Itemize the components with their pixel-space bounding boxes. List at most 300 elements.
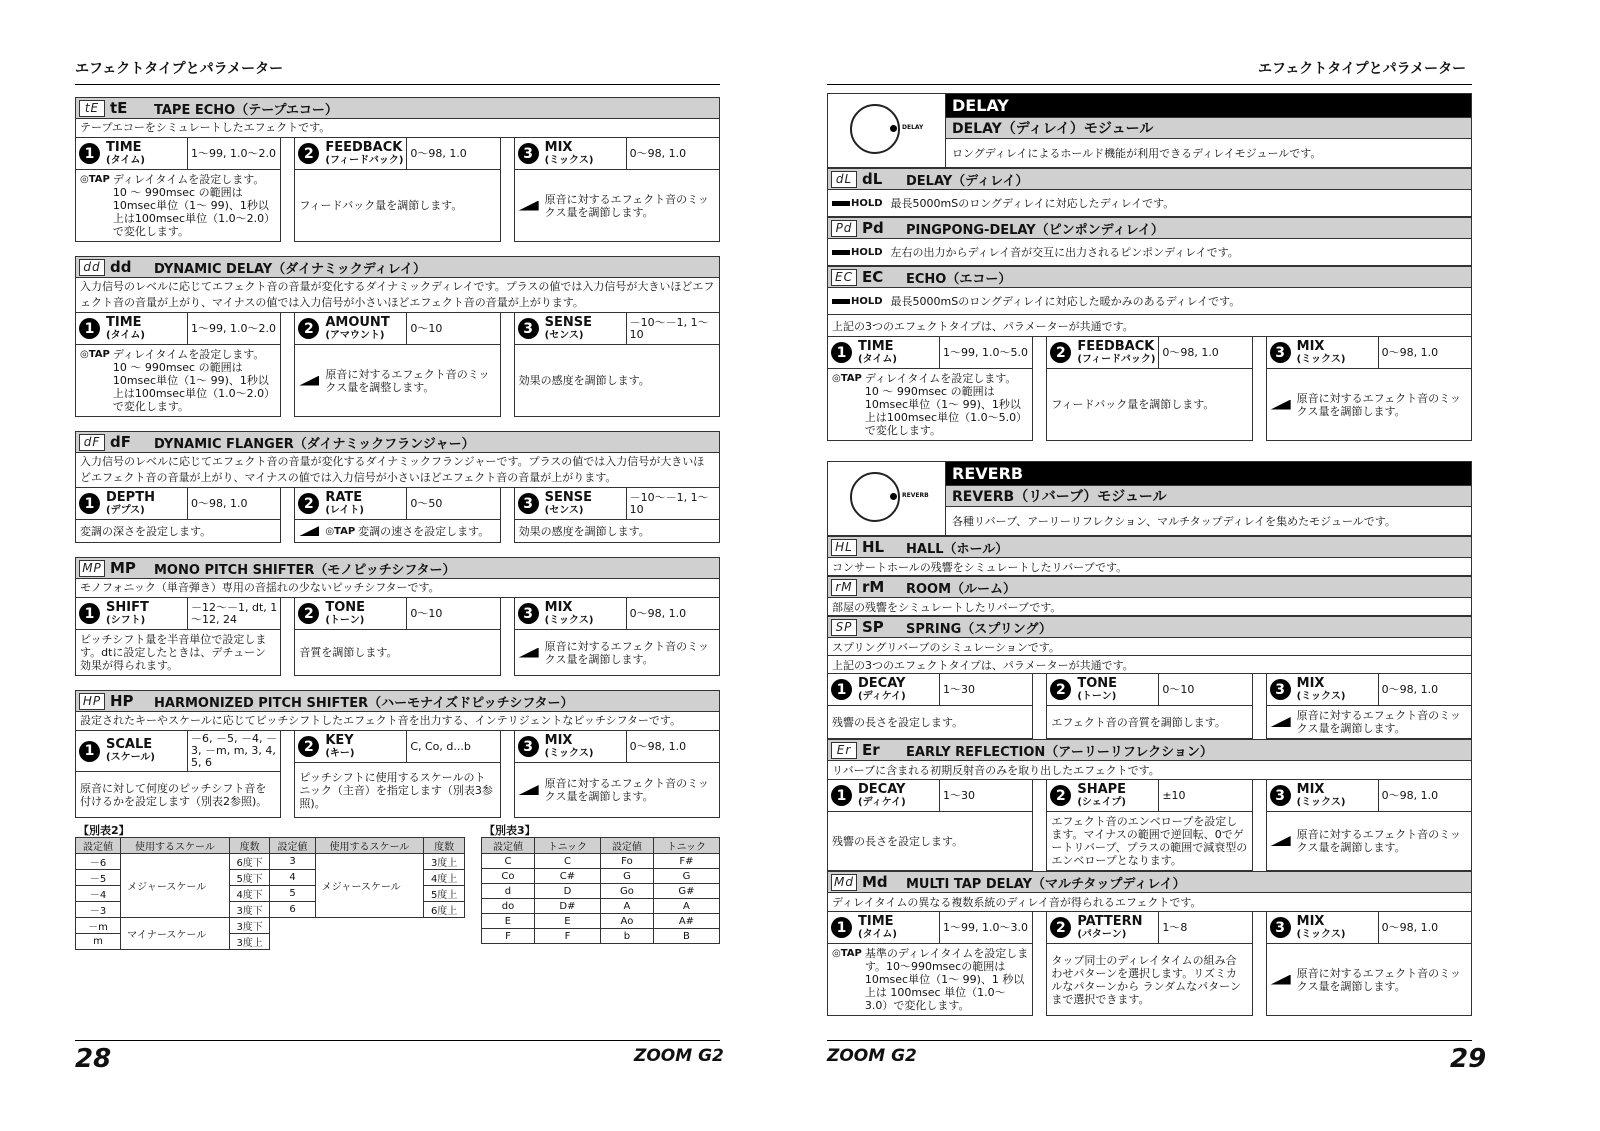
parameter-kana: (シフト)	[106, 614, 146, 626]
module-title: REVERB	[946, 462, 1471, 485]
parameter-header	[76, 731, 280, 772]
parameter-header	[515, 731, 719, 763]
parameter-label: FEEDBACK	[1077, 338, 1155, 354]
parameter-description-text: 残響の長さを設定します。	[832, 715, 964, 729]
table-header-cell: トニック	[653, 838, 719, 854]
module-titles	[946, 462, 1471, 535]
lcd-display-icon: tE	[79, 100, 105, 117]
parameter-name-cell	[1047, 780, 1159, 811]
table-cell: マイナースケール	[121, 918, 230, 950]
parameter-kana: (レイト)	[325, 504, 364, 516]
parameter-box	[1266, 674, 1472, 739]
parameter-label: SENSE	[544, 489, 593, 505]
parameter-name-cell	[76, 731, 188, 771]
table-header-cell: 設定値	[482, 838, 535, 854]
effect-type-band	[827, 266, 1472, 288]
parameter-range: 0～98, 1.0	[1381, 920, 1439, 934]
scale-table	[75, 837, 465, 950]
parameter-box	[514, 731, 720, 818]
parameter-header	[1047, 337, 1251, 369]
parameter-label: DECAY	[858, 675, 906, 691]
pedal-icon	[1271, 717, 1291, 727]
parameter-name	[1297, 340, 1346, 366]
parameter-name-cell	[1267, 674, 1379, 705]
table-cell: 5	[270, 886, 315, 902]
effect-type-band	[75, 97, 720, 119]
table-header-cell: 使用するスケール	[315, 838, 424, 854]
left-effects-column	[75, 97, 720, 832]
parameter-description-text: 変調の速さを設定します。	[358, 524, 490, 538]
parameter-description-text: 基準のディレイタイムを設定します。10～990msecの範囲は10msec単位（1～ 99)、1 秒以上は 100msec 単位（1.0～3.0）で変化します。	[864, 947, 1029, 1012]
table-row	[482, 929, 720, 944]
table3-caption: 【別表3】	[484, 824, 536, 837]
parameter-name	[106, 601, 149, 627]
number-circle-icon: 2	[1050, 679, 1071, 700]
parameter-name	[325, 491, 364, 517]
effect-description: モノフォニック（単音弾き）専用の音揺れの少ないピッチシフターです。	[75, 579, 720, 598]
parameter-grid	[827, 780, 1472, 871]
parameter-name-cell	[76, 598, 188, 629]
parameter-header	[1047, 780, 1251, 812]
parameter-name-cell	[1047, 337, 1159, 368]
parameter-name	[106, 316, 145, 342]
parameter-name	[1297, 677, 1346, 703]
section-spacer	[75, 543, 720, 557]
effect-name: ECHO（エコー）	[906, 271, 1012, 287]
parameter-range: 0～10	[1162, 682, 1195, 696]
table-row	[482, 884, 720, 899]
parameter-name	[545, 316, 592, 342]
section-spacer	[75, 676, 720, 690]
parameter-grid	[827, 912, 1472, 1016]
parameter-name-cell	[295, 731, 407, 762]
number-circle-icon: 1	[831, 917, 852, 938]
parameter-label: SENSE	[544, 314, 593, 330]
parameter-kana: (タイム)	[106, 154, 145, 166]
effect-description: リバーブに含まれる初期反射音のみを取り出したエフェクトです。	[827, 761, 1472, 780]
table-cell: メジャースケール	[121, 854, 230, 918]
parameter-kana: (ミックス)	[544, 614, 594, 626]
parameter-name-cell	[76, 138, 188, 169]
parameter-range: －6, －5, －4, －3, －m, m, 3, 4, 5, 6	[191, 732, 277, 769]
parameter-box	[1046, 912, 1252, 1016]
parameter-name-cell	[515, 488, 627, 519]
parameter-name	[325, 141, 403, 167]
lcd-display-icon: dd	[79, 259, 105, 276]
lcd-display-icon: EC	[831, 269, 857, 286]
parameter-kana: (フィードバック)	[1077, 353, 1156, 365]
parameter-label: TONE	[1077, 675, 1118, 691]
parameter-header	[295, 138, 499, 170]
parameter-name-cell	[295, 313, 407, 344]
table-cell: F	[534, 929, 600, 944]
number-circle-icon: 2	[298, 493, 319, 514]
number-circle-icon: 3	[518, 493, 539, 514]
parameter-label: TIME	[858, 338, 894, 354]
parameter-label: MIX	[544, 599, 573, 615]
parameter-description-text: タップ同士のディレイタイムの組み合わせパターンを選択します。リズミカルなパターンから ランダムなパターンまで選択できます。	[1051, 953, 1241, 1006]
table-cell: 3度下	[229, 902, 270, 918]
brand-right: ZOOM G2	[827, 1046, 917, 1066]
effect-description: 設定されたキーやスケールに応じてピッチシフトしたエフェクト音を出力する、インテリジェントなピッチシフターです。	[75, 712, 720, 731]
parameter-header	[295, 488, 499, 520]
parameter-range: －12～－1, dt, 1～12, 24	[191, 600, 278, 626]
knob-label: DELAY	[902, 124, 924, 131]
page-number-left: 28	[75, 1044, 112, 1074]
parameter-description	[295, 630, 499, 675]
effect-section	[75, 431, 720, 543]
parameter-name-cell	[295, 138, 407, 169]
effect-name: HARMONIZED PITCH SHIFTER（ハーモナイズドピッチシフター）	[154, 695, 574, 711]
effect-type-band	[827, 168, 1472, 190]
tap-icon: ◎TAP	[832, 373, 862, 384]
parameter-description-text: ピッチシフトに使用するスケールのトニック（主音）を指定します（別表3参照)。	[299, 770, 493, 810]
effect-name: SPRING（スプリング）	[906, 621, 1052, 637]
section-spacer	[75, 417, 720, 431]
knob-dot-icon	[890, 125, 897, 132]
header-rule-right	[827, 84, 1472, 85]
parameter-range: 1～99, 1.0～3.0	[943, 920, 1028, 934]
pedal-icon	[1271, 836, 1291, 846]
pedal-icon	[1271, 975, 1291, 985]
parameter-description	[1267, 944, 1471, 1015]
section-spacer	[75, 818, 720, 832]
parameter-box	[827, 780, 1033, 871]
table-cell: 4度下	[229, 886, 270, 902]
table-cell: C	[534, 854, 600, 869]
parameter-name	[858, 783, 906, 809]
parameter-header	[515, 488, 719, 520]
parameter-description-text: 原音に対するエフェクト音のミックス量を調整します。	[325, 367, 490, 394]
effect-code: tE	[110, 99, 128, 117]
parameter-label: MIX	[1296, 913, 1325, 929]
parameter-kana: (タイム)	[106, 329, 145, 341]
parameter-description	[1047, 369, 1251, 440]
parameter-description	[828, 812, 1032, 870]
table-row	[482, 869, 720, 884]
number-circle-icon: 2	[298, 736, 319, 757]
brand-left: ZOOM G2	[634, 1046, 724, 1066]
effect-name: HALL（ホール）	[906, 541, 1009, 557]
parameter-box	[827, 674, 1033, 739]
table-cell: B	[653, 929, 719, 944]
table-header-cell: 使用するスケール	[121, 838, 230, 854]
parameter-box	[514, 313, 720, 417]
parameter-grid	[827, 337, 1472, 441]
parameter-label: SHIFT	[106, 599, 149, 615]
parameter-name	[1077, 915, 1142, 941]
number-circle-icon: 3	[1270, 342, 1291, 363]
parameter-header	[295, 731, 499, 763]
hold-label: HOLD	[851, 197, 883, 209]
table-cell: Co	[482, 869, 535, 884]
parameter-description-text: 効果の感度を調節します。	[518, 374, 650, 387]
effect-description	[827, 288, 1472, 315]
table-cell: F	[482, 929, 535, 944]
parameter-kana: (ミックス)	[544, 747, 594, 759]
parameter-header	[828, 912, 1032, 944]
number-circle-icon: 3	[518, 736, 539, 757]
module-knob	[828, 462, 946, 535]
number-circle-icon: 1	[79, 493, 100, 514]
parameter-kana: (ディケイ)	[858, 690, 906, 702]
parameter-label: SCALE	[106, 737, 153, 752]
number-circle-icon: 3	[1270, 917, 1291, 938]
parameter-range: 0～98, 1.0	[1162, 345, 1219, 359]
parameter-description-text: ディレイタイムを設定します。10 ～ 990msec の範囲は10msec単位（1～ 99)、1秒以上は100msec単位（1.0～2.0）で変化します。	[112, 173, 276, 238]
number-circle-icon: 1	[79, 741, 100, 762]
parameter-kana: (センス)	[544, 329, 584, 341]
parameter-kana: (センス)	[544, 504, 584, 516]
effect-description: 入力信号のレベルに応じてエフェクト音の音量が変化するダイナミックフランジャーです。プラスの値では入力信号が大きいほどエフェクト音の音量が上がり、マイナスの値では入力信号が小さいほどエフェクト音の音量が上がります。	[75, 453, 720, 488]
parameter-header	[1047, 912, 1251, 944]
parameter-description	[828, 369, 1032, 440]
number-circle-icon: 1	[79, 318, 100, 339]
parameter-name-cell	[515, 313, 627, 344]
parameter-name	[545, 601, 594, 627]
parameter-label: MIX	[1296, 338, 1325, 354]
table-cell: A#	[653, 914, 719, 929]
parameter-description-text: 効果の感度を調節します。	[518, 524, 650, 538]
parameter-label: TONE	[325, 599, 366, 615]
effect-type-band	[827, 536, 1472, 558]
parameter-description	[1267, 706, 1471, 738]
effect-name: ROOM（ルーム）	[906, 581, 1017, 597]
lcd-display-icon: HP	[79, 693, 105, 710]
parameter-description	[828, 706, 1032, 738]
table-header-row	[482, 838, 720, 854]
effect-code: dL	[862, 170, 883, 188]
footer-rule-left	[75, 1040, 720, 1041]
parameter-description-text: ディレイタイムを設定します。10 ～ 990msec の範囲は10msec単位（1～ 99)、1秒以上は100msec単位（1.0～2.0）で変化します。	[112, 348, 276, 413]
parameter-name	[106, 738, 155, 764]
parameter-box	[1266, 337, 1472, 441]
parameter-name-cell	[1267, 337, 1379, 368]
effect-description	[827, 190, 1472, 217]
hold-bar-icon	[832, 201, 850, 206]
table-row	[76, 854, 465, 870]
effect-name: PINGPONG-DELAY（ピンポンディレイ）	[906, 222, 1164, 238]
right-modules-column	[827, 93, 1472, 1016]
effect-code: Md	[862, 873, 888, 891]
effect-code: MP	[110, 559, 136, 577]
parameter-header	[515, 598, 719, 630]
parameter-name	[858, 340, 897, 366]
parameter-description	[1047, 812, 1251, 870]
tap-icon: ◎TAP	[80, 349, 110, 360]
parameter-description-text: ピッチシフト量を半音単位で設定します。dtに設定したときは、デチューン効果が得られます。	[80, 633, 267, 672]
parameter-range: 1～99, 1.0～2.0	[191, 321, 276, 335]
parameter-description	[76, 345, 280, 416]
parameter-description	[295, 763, 499, 817]
parameter-description	[1047, 706, 1251, 738]
effect-type-band	[75, 690, 720, 712]
parameter-label: MIX	[1296, 781, 1325, 797]
table-cell: 5度上	[424, 886, 465, 902]
parameter-name-cell	[515, 598, 627, 629]
table-cell: Go	[600, 884, 653, 899]
number-circle-icon: 2	[1050, 785, 1071, 806]
header-title-right: エフェクトタイプとパラメーター	[1258, 61, 1467, 77]
parameter-description	[515, 345, 719, 416]
effect-code: dF	[110, 433, 131, 451]
table-cell: 6	[270, 902, 315, 918]
parameter-range: 0～98, 1.0	[410, 146, 467, 160]
parameter-name-cell	[295, 598, 407, 629]
parameter-grid	[75, 598, 720, 676]
pedal-icon	[519, 648, 539, 658]
effect-description: ディレイタイムの異なる複数系統のディレイ音が得られるエフェクトです。	[827, 893, 1472, 912]
module-header	[827, 93, 1472, 168]
parameter-label: TIME	[106, 139, 142, 155]
table-header-cell: トニック	[534, 838, 600, 854]
effect-type-band	[827, 616, 1472, 638]
pedal-icon	[299, 526, 319, 536]
parameter-grid	[75, 313, 720, 417]
parameter-name	[545, 734, 594, 760]
parameter-range: －10～－1, 1～10	[629, 490, 709, 516]
parameter-header	[828, 780, 1032, 812]
section-spacer	[75, 242, 720, 256]
hold-bar-icon	[832, 250, 850, 255]
parameter-name-cell	[76, 313, 188, 344]
pedal-icon	[299, 376, 319, 386]
parameter-description-text: 原音に対するエフェクト音のミックス量を調節します。	[1296, 966, 1461, 993]
parameter-kana: (スケール)	[106, 752, 155, 763]
effect-name: MULTI TAP DELAY（マルチタップディレイ）	[906, 876, 1186, 892]
pedal-icon	[519, 201, 539, 211]
parameter-name-cell	[1267, 780, 1379, 811]
parameter-range: 1～99, 1.0～2.0	[191, 146, 276, 160]
parameter-header	[828, 337, 1032, 369]
parameter-kana: (フィードバック)	[325, 154, 404, 166]
effect-type-band	[75, 557, 720, 579]
parameter-box	[75, 488, 281, 543]
number-circle-icon: 3	[518, 603, 539, 624]
number-circle-icon: 3	[518, 318, 539, 339]
table-cell: E	[482, 914, 535, 929]
parameter-description-text: ディレイタイムを設定します。10 ～ 990msec の範囲は10msec単位（1～ 99)、1秒以上は100msec単位（1.0～5.0）で変化します。	[864, 372, 1028, 437]
parameter-description-text: 変調の深さを設定します。	[80, 524, 212, 538]
module-description: ロングディレイによるホールド機能が利用できるディレイモジュールです。	[952, 147, 1322, 160]
effect-type-band	[827, 739, 1472, 761]
effect-description: 入力信号のレベルに応じてエフェクト音の音量が変化するダイナミックディレイです。プラスの値では入力信号が大きいほどエフェクト音の音量が上がり、マイナスの値では入力信号が小さいほどエフェクト音の音量が上がります。	[75, 278, 720, 313]
table-cell: C#	[534, 869, 600, 884]
table-row	[482, 899, 720, 914]
parameter-kana: (トーン)	[1077, 690, 1117, 702]
parameter-label: DECAY	[858, 781, 906, 797]
parameter-range: 0～98, 1.0	[1381, 345, 1439, 359]
parameter-header	[1267, 780, 1471, 812]
table-cell: －4	[76, 886, 121, 902]
effect-section	[75, 97, 720, 242]
parameter-description-text: フィードバック量を調節します。	[1051, 398, 1215, 411]
parameter-description	[515, 170, 719, 241]
parameter-name	[545, 491, 592, 517]
table-cell: E	[534, 914, 600, 929]
table-cell: 3度上	[229, 934, 270, 950]
lcd-display-icon: dF	[79, 434, 105, 451]
number-circle-icon: 3	[518, 143, 539, 164]
pedal-icon	[519, 785, 539, 795]
parameter-label: MIX	[544, 139, 573, 155]
common-parameter-note: 上記の3つのエフェクトタイプは、パラメーターが共通です。	[827, 315, 1472, 337]
parameter-description	[828, 944, 1032, 1015]
table-cell: d	[482, 884, 535, 899]
parameter-header	[76, 598, 280, 630]
module-header	[827, 461, 1472, 536]
parameter-description	[295, 345, 499, 416]
parameter-box	[294, 488, 500, 543]
effect-name: DELAY（ディレイ）	[906, 173, 1029, 189]
effect-code: SP	[862, 618, 884, 636]
lcd-display-icon: dL	[831, 171, 857, 188]
parameter-kana: (シェイプ)	[1077, 796, 1126, 808]
parameter-description-text: 音質を調節します。	[299, 646, 398, 659]
module-spacer	[827, 441, 1472, 461]
parameter-kana: (デプス)	[106, 504, 145, 516]
number-circle-icon: 1	[831, 342, 852, 363]
table-header-cell: 設定値	[270, 838, 315, 854]
parameter-label: PATTERN	[1077, 913, 1143, 929]
parameter-description	[295, 520, 499, 542]
table-header-cell: 度数	[424, 838, 465, 854]
parameter-range: C, Co, d...b	[410, 739, 471, 753]
parameter-range: 0～10	[410, 606, 443, 620]
table-cell: 6度下	[229, 854, 270, 870]
tap-icon: ◎TAP	[325, 525, 356, 537]
parameter-description	[515, 520, 719, 542]
parameter-range: 1～30	[943, 788, 975, 802]
number-circle-icon: 3	[1270, 679, 1291, 700]
hold-label: HOLD	[851, 295, 883, 307]
parameter-header	[1267, 337, 1471, 369]
table-cell: 4度上	[424, 870, 465, 886]
header-title-left: エフェクトタイプとパラメーター	[75, 61, 284, 77]
pedal-icon	[1271, 400, 1291, 410]
effect-name: DYNAMIC DELAY（ダイナミックディレイ）	[154, 261, 427, 277]
parameter-kana: (パターン)	[1077, 928, 1127, 940]
table-cell: do	[482, 899, 535, 914]
parameter-name	[325, 316, 389, 342]
parameter-kana: (ミックス)	[1296, 353, 1346, 365]
footer-rule-right	[827, 1040, 1472, 1041]
parameter-header	[295, 598, 499, 630]
lcd-display-icon: SP	[831, 619, 857, 636]
table-cell: m	[76, 934, 121, 950]
table-cell: 3度下	[229, 918, 270, 934]
effect-code: dd	[110, 258, 132, 276]
lcd-display-icon: HL	[831, 539, 857, 556]
effect-description	[827, 239, 1472, 266]
effect-code: HL	[862, 538, 885, 556]
parameter-label: AMOUNT	[325, 314, 390, 330]
effect-code: HP	[110, 692, 134, 710]
hold-icon	[832, 247, 883, 258]
effect-description: 部屋の残響をシミュレートしたリバーブです。	[827, 598, 1472, 616]
effect-description-text: 左右の出力からディレイ音が交互に出力されるピンポンディレイです。	[890, 246, 1239, 259]
parameter-box	[514, 598, 720, 676]
number-circle-icon: 1	[79, 603, 100, 624]
hold-icon	[832, 296, 883, 307]
parameter-description	[76, 772, 280, 817]
effect-name: DYNAMIC FLANGER（ダイナミックフランジャー）	[154, 436, 475, 452]
table-cell: 5度下	[229, 870, 270, 886]
parameter-label: TIME	[106, 314, 142, 330]
parameter-name	[545, 141, 594, 167]
effect-description: コンサートホールの残響をシミュレートしたリバーブです。	[827, 558, 1472, 576]
table-cell: －m	[76, 918, 121, 934]
